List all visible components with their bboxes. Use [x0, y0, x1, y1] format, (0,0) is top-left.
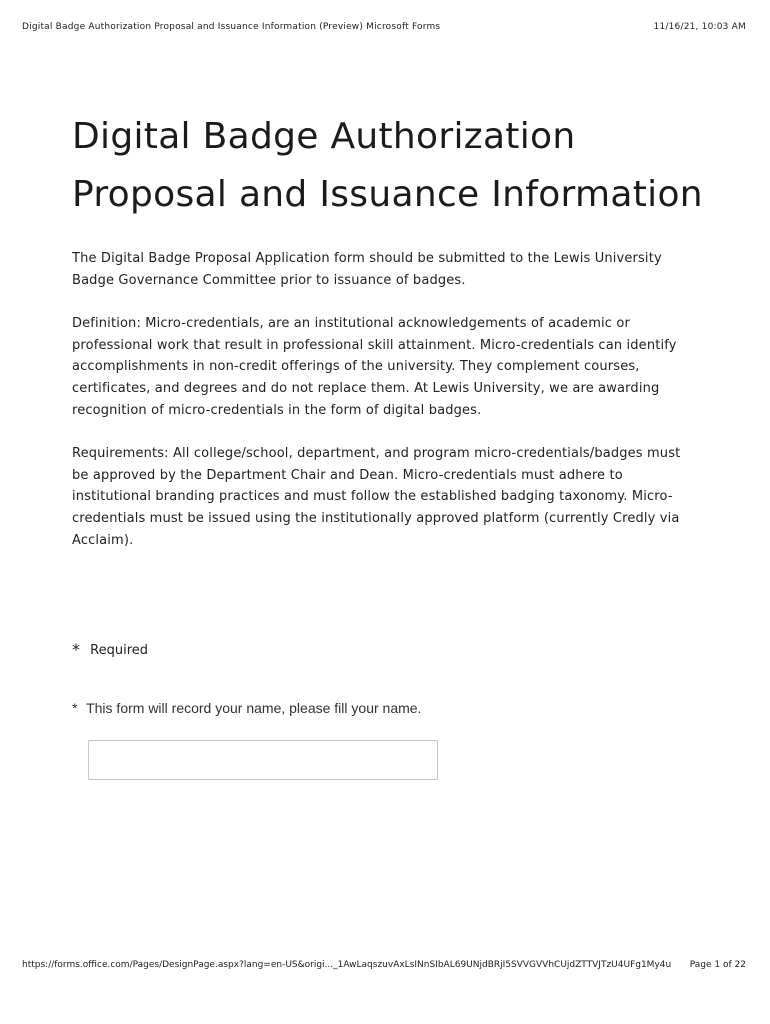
print-header-title: Digital Badge Authorization Proposal and Issuance Information (Preview) Microsoft Forms: [22, 22, 441, 32]
description-requirements: Requirements: All college/school, department, and program micro-credentials/badges must be approved by the Department Chair and Dean. Micro-credentials must adhere to institutional branding practices and must follow the established badging taxonomy. Micro-credentials must be issued using the institutionally approved platform (currently Credly via Acclaim).: [72, 446, 681, 548]
form-description: [72, 248, 692, 573]
description-intro: The Digital Badge Proposal Application form should be submitted to the Lewis University Badge Governance Committee prior to issuance of badges.: [72, 251, 662, 288]
required-note: [72, 640, 148, 659]
print-header-date: 11/16/21, 10:03 AM: [653, 22, 746, 32]
name-input[interactable]: [88, 740, 438, 780]
question-required-star: *: [72, 700, 78, 716]
description-definition: Definition: Micro-credentials, are an institutional acknowledgements of academic or professional work that result in professional skill attainment. Micro-credentials can identify accomplishments in non-credit offerings of the university. They complement courses, certificates, and degrees and do not replace them. At Lewis University, we are awarding recognition of micro-credentials in the form of digital badges.: [72, 316, 677, 418]
required-label: Required: [90, 643, 148, 658]
required-star: *: [72, 640, 80, 659]
print-footer-page-number: Page 1 of 22: [689, 960, 746, 970]
form-title: Digital Badge Authorization Proposal and Issuance Information: [72, 116, 703, 215]
print-footer-url: https://forms.office.com/Pages/DesignPage.aspx?lang=en-US&origi..._1AwLaqszuvAxLsINnSIbAL69UNjdBRjI5SVVGVVhCUjdZTTVJTzU4UFg1My4u: [22, 960, 672, 970]
question-text: This form will record your name, please fill your name.: [86, 700, 422, 716]
name-question-label: [72, 700, 421, 716]
print-footer: [22, 960, 746, 974]
print-header: [22, 22, 746, 36]
